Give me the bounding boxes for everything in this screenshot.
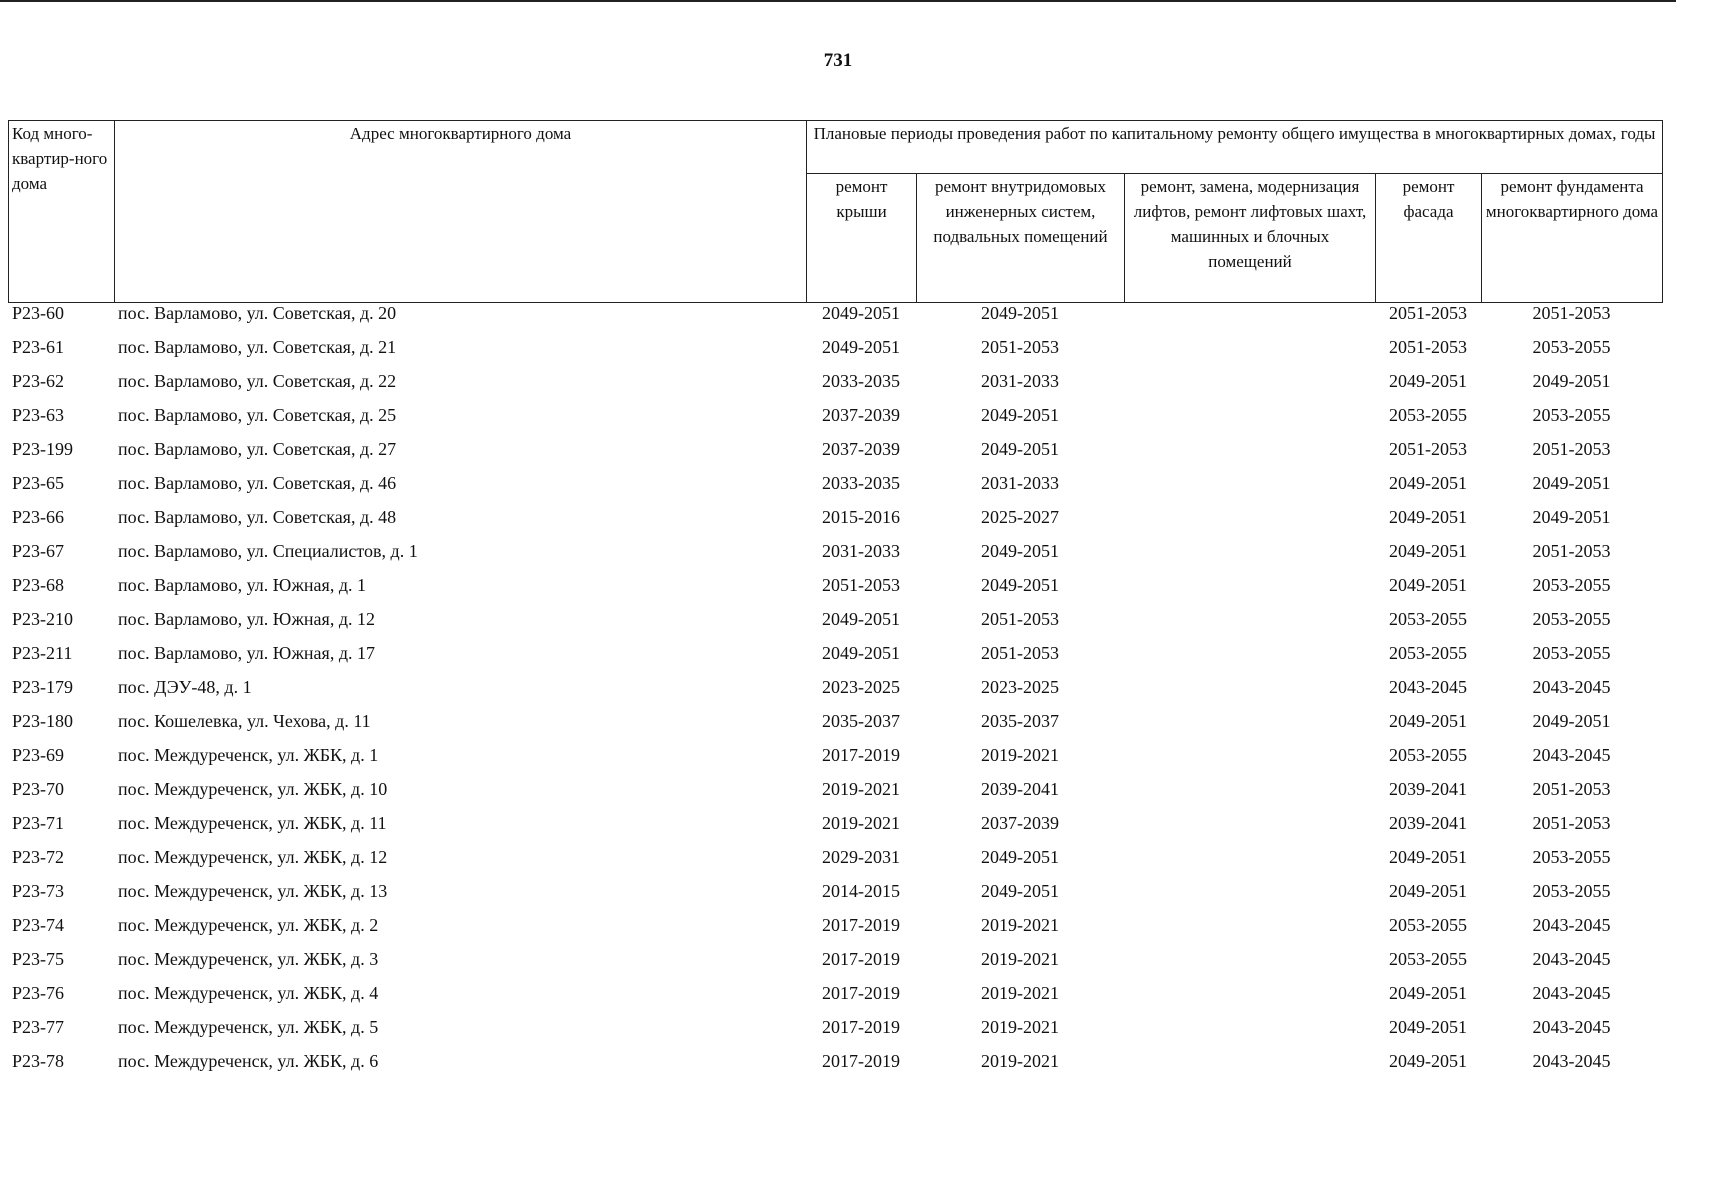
- cell-code: Р23-65: [12, 473, 65, 493]
- table-row: [8, 949, 1662, 983]
- cell-systems: 2039-2041: [981, 779, 1059, 799]
- cell-roof: 2049-2051: [822, 609, 900, 629]
- cell-facade: 2049-2051: [1389, 575, 1467, 595]
- cell-systems: 2025-2027: [981, 507, 1059, 527]
- cell-facade: 2049-2051: [1389, 881, 1467, 901]
- cell-elevators: [1124, 371, 1375, 405]
- cell-foundation: 2051-2053: [1532, 813, 1611, 833]
- cell-facade: 2039-2041: [1389, 779, 1467, 799]
- cell-systems: 2019-2021: [981, 983, 1059, 1003]
- cell-facade: 2051-2053: [1389, 337, 1467, 357]
- cell-elevators: [1124, 949, 1375, 983]
- cell-address: пос. Варламово, ул. Советская, д. 25: [118, 405, 397, 425]
- cell-foundation: 2043-2045: [1532, 677, 1611, 697]
- cell-foundation: 2053-2055: [1532, 847, 1611, 867]
- cell-code: Р23-71: [12, 813, 65, 833]
- cell-facade: 2049-2051: [1389, 983, 1467, 1003]
- cell-address: пос. Варламово, ул. Советская, д. 46: [118, 473, 397, 493]
- cell-systems: 2019-2021: [981, 915, 1059, 935]
- cell-address: пос. ДЭУ-48, д. 1: [118, 677, 252, 697]
- cell-code: Р23-66: [12, 507, 65, 527]
- table-row: [8, 745, 1662, 779]
- table-row: [8, 507, 1662, 541]
- cell-code: Р23-70: [12, 779, 65, 799]
- cell-elevators: [1124, 337, 1375, 371]
- cell-roof: 2017-2019: [822, 745, 900, 765]
- cell-code: Р23-73: [12, 881, 65, 901]
- table-row: [8, 677, 1662, 711]
- cell-address: пос. Междуреченск, ул. ЖБК, д. 11: [118, 813, 387, 833]
- cell-code: Р23-75: [12, 949, 65, 969]
- cell-roof: 2017-2019: [822, 1017, 900, 1037]
- cell-address: пос. Междуреченск, ул. ЖБК, д. 3: [118, 949, 379, 969]
- cell-facade: 2049-2051: [1389, 1051, 1467, 1071]
- cell-roof: 2051-2053: [822, 575, 900, 595]
- cell-systems: 2019-2021: [981, 949, 1059, 969]
- cell-code: Р23-78: [12, 1051, 65, 1071]
- header-address: Адрес многоквартирного дома: [115, 121, 807, 303]
- cell-foundation: 2049-2051: [1532, 711, 1611, 731]
- cell-roof: 2049-2051: [822, 303, 900, 323]
- cell-elevators: [1124, 643, 1375, 677]
- cell-facade: 2043-2045: [1389, 677, 1467, 697]
- cell-roof: 2029-2031: [822, 847, 900, 867]
- cell-roof: 2017-2019: [822, 915, 900, 935]
- cell-foundation: 2043-2045: [1532, 949, 1611, 969]
- table-row: [8, 575, 1662, 609]
- cell-code: Р23-62: [12, 371, 65, 391]
- cell-code: Р23-76: [12, 983, 65, 1003]
- cell-address: пос. Варламово, ул. Советская, д. 27: [118, 439, 397, 459]
- cell-code: Р23-180: [12, 711, 74, 731]
- cell-address: пос. Междуреченск, ул. ЖБК, д. 13: [118, 881, 388, 901]
- table-row: [8, 1017, 1662, 1051]
- cell-systems: 2031-2033: [981, 371, 1059, 391]
- cell-roof: 2014-2015: [822, 881, 900, 901]
- cell-facade: 2053-2055: [1389, 949, 1467, 969]
- cell-code: Р23-72: [12, 847, 65, 867]
- cell-systems: 2049-2051: [981, 575, 1059, 595]
- cell-code: Р23-210: [12, 609, 74, 629]
- cell-facade: 2053-2055: [1389, 643, 1467, 663]
- cell-facade: 2053-2055: [1389, 915, 1467, 935]
- cell-foundation: 2053-2055: [1532, 609, 1611, 629]
- cell-facade: 2049-2051: [1389, 847, 1467, 867]
- cell-systems: 2051-2053: [981, 609, 1059, 629]
- cell-roof: 2019-2021: [822, 779, 900, 799]
- table-body: [8, 303, 1662, 1085]
- table-row: [8, 473, 1662, 507]
- cell-systems: 2051-2053: [981, 337, 1059, 357]
- cell-address: пос. Междуреченск, ул. ЖБК, д. 12: [118, 847, 388, 867]
- cell-systems: 2037-2039: [981, 813, 1059, 833]
- cell-foundation: 2053-2055: [1532, 405, 1611, 425]
- cell-elevators: [1124, 1051, 1375, 1085]
- table-row: [8, 813, 1662, 847]
- cell-address: пос. Кошелевка, ул. Чехова, д. 11: [118, 711, 371, 731]
- cell-elevators: [1124, 677, 1375, 711]
- table-row: [8, 643, 1662, 677]
- cell-systems: 2049-2051: [981, 847, 1059, 867]
- cell-roof: 2049-2051: [822, 643, 900, 663]
- cell-elevators: [1124, 1017, 1375, 1051]
- cell-address: пос. Междуреченск, ул. ЖБК, д. 5: [118, 1017, 379, 1037]
- cell-address: пос. Варламово, ул. Южная, д. 1: [118, 575, 366, 595]
- table-row: [8, 439, 1662, 473]
- cell-systems: 2049-2051: [981, 303, 1059, 323]
- cell-elevators: [1124, 779, 1375, 813]
- cell-systems: 2051-2053: [981, 643, 1059, 663]
- cell-foundation: 2049-2051: [1532, 507, 1611, 527]
- cell-elevators: [1124, 847, 1375, 881]
- header-foundation: ремонт фундамента многоквартирного дома: [1482, 174, 1663, 303]
- cell-foundation: 2053-2055: [1532, 337, 1611, 357]
- table-row: [8, 779, 1662, 813]
- cell-address: пос. Междуреченск, ул. ЖБК, д. 2: [118, 915, 379, 935]
- cell-elevators: [1124, 473, 1375, 507]
- cell-address: пос. Варламово, ул. Советская, д. 21: [118, 337, 397, 357]
- cell-elevators: [1124, 813, 1375, 847]
- cell-foundation: 2051-2053: [1532, 303, 1611, 323]
- table-row: [8, 609, 1662, 643]
- cell-elevators: [1124, 881, 1375, 915]
- cell-foundation: 2053-2055: [1532, 881, 1611, 901]
- cell-roof: 2017-2019: [822, 949, 900, 969]
- cell-code: Р23-61: [12, 337, 65, 357]
- table-row: [8, 915, 1662, 949]
- cell-facade: 2049-2051: [1389, 371, 1467, 391]
- cell-address: пос. Варламово, ул. Советская, д. 20: [118, 303, 397, 323]
- cell-code: Р23-68: [12, 575, 65, 595]
- cell-address: пос. Варламово, ул. Советская, д. 22: [118, 371, 397, 391]
- cell-foundation: 2053-2055: [1532, 575, 1611, 595]
- table-header: [8, 120, 1663, 303]
- cell-code: Р23-69: [12, 745, 65, 765]
- cell-roof: 2033-2035: [822, 371, 900, 391]
- cell-foundation: 2053-2055: [1532, 643, 1611, 663]
- cell-elevators: [1124, 915, 1375, 949]
- cell-elevators: [1124, 983, 1375, 1017]
- cell-code: Р23-199: [12, 439, 74, 459]
- table-row: [8, 1051, 1662, 1085]
- table-row: [8, 711, 1662, 745]
- cell-foundation: 2043-2045: [1532, 1051, 1611, 1071]
- cell-code: Р23-67: [12, 541, 65, 561]
- cell-systems: 2049-2051: [981, 541, 1059, 561]
- cell-systems: 2049-2051: [981, 881, 1059, 901]
- cell-address: пос. Междуреченск, ул. ЖБК, д. 4: [118, 983, 379, 1003]
- cell-facade: 2053-2055: [1389, 745, 1467, 765]
- header-facade: ремонт фасада: [1376, 174, 1482, 303]
- cell-code: Р23-211: [12, 643, 73, 663]
- cell-elevators: [1124, 575, 1375, 609]
- cell-systems: 2035-2037: [981, 711, 1059, 731]
- cell-facade: 2053-2055: [1389, 405, 1467, 425]
- cell-roof: 2017-2019: [822, 983, 900, 1003]
- cell-foundation: 2043-2045: [1532, 745, 1611, 765]
- cell-roof: 2035-2037: [822, 711, 900, 731]
- cell-systems: 2019-2021: [981, 1051, 1059, 1071]
- cell-elevators: [1124, 541, 1375, 575]
- cell-foundation: 2051-2053: [1532, 779, 1611, 799]
- cell-foundation: 2049-2051: [1532, 473, 1611, 493]
- cell-code: Р23-74: [12, 915, 65, 935]
- cell-roof: 2031-2033: [822, 541, 900, 561]
- cell-foundation: 2043-2045: [1532, 915, 1611, 935]
- cell-address: пос. Варламово, ул. Советская, д. 48: [118, 507, 397, 527]
- cell-elevators: [1124, 405, 1375, 439]
- cell-foundation: 2043-2045: [1532, 1017, 1611, 1037]
- cell-roof: 2033-2035: [822, 473, 900, 493]
- cell-code: Р23-63: [12, 405, 65, 425]
- cell-address: пос. Варламово, ул. Специалистов, д. 1: [118, 541, 418, 561]
- table-row: [8, 541, 1662, 575]
- cell-elevators: [1124, 711, 1375, 745]
- cell-roof: 2017-2019: [822, 1051, 900, 1071]
- table-row: [8, 881, 1662, 915]
- cell-roof: 2019-2021: [822, 813, 900, 833]
- cell-elevators: [1124, 439, 1375, 473]
- cell-foundation: 2043-2045: [1532, 983, 1611, 1003]
- cell-code: Р23-60: [12, 303, 65, 323]
- cell-facade: 2051-2053: [1389, 439, 1467, 459]
- cell-address: пос. Варламово, ул. Южная, д. 12: [118, 609, 375, 629]
- cell-facade: 2051-2053: [1389, 303, 1467, 323]
- cell-systems: 2023-2025: [981, 677, 1059, 697]
- cell-address: пос. Варламово, ул. Южная, д. 17: [118, 643, 375, 663]
- table-row: [8, 847, 1662, 881]
- cell-elevators: [1124, 609, 1375, 643]
- cell-address: пос. Междуреченск, ул. ЖБК, д. 10: [118, 779, 388, 799]
- cell-facade: 2049-2051: [1389, 1017, 1467, 1037]
- table-row: [8, 405, 1662, 439]
- header-elevators: ремонт, замена, модернизация лифтов, ремонт лифтовых шахт, машинных и блочных помещений: [1125, 174, 1376, 303]
- header-code: Код много-квартир-ного дома: [9, 121, 115, 303]
- cell-address: пос. Междуреченск, ул. ЖБК, д. 1: [118, 745, 379, 765]
- cell-roof: 2037-2039: [822, 405, 900, 425]
- table-row: [8, 983, 1662, 1017]
- cell-facade: 2039-2041: [1389, 813, 1467, 833]
- top-rule: [0, 0, 1676, 2]
- cell-facade: 2049-2051: [1389, 473, 1467, 493]
- cell-systems: 2031-2033: [981, 473, 1059, 493]
- cell-systems: 2019-2021: [981, 745, 1059, 765]
- cell-elevators: [1124, 303, 1375, 337]
- page-number: 731: [823, 50, 853, 71]
- cell-code: Р23-179: [12, 677, 74, 697]
- cell-address: пос. Междуреченск, ул. ЖБК, д. 6: [118, 1051, 379, 1071]
- cell-roof: 2023-2025: [822, 677, 900, 697]
- cell-roof: 2037-2039: [822, 439, 900, 459]
- cell-elevators: [1124, 745, 1375, 779]
- cell-facade: 2049-2051: [1389, 507, 1467, 527]
- cell-systems: 2019-2021: [981, 1017, 1059, 1037]
- cell-systems: 2049-2051: [981, 405, 1059, 425]
- cell-code: Р23-77: [12, 1017, 65, 1037]
- header-group: Плановые периоды проведения работ по капитальному ремонту общего имущества в многоквартирных домах, годы: [807, 121, 1663, 174]
- header-systems: ремонт внутридомовых инженерных систем, подвальных помещений: [917, 174, 1125, 303]
- cell-roof: 2015-2016: [822, 507, 900, 527]
- cell-systems: 2049-2051: [981, 439, 1059, 459]
- header-roof: ремонт крыши: [807, 174, 917, 303]
- cell-roof: 2049-2051: [822, 337, 900, 357]
- table-row: [8, 303, 1662, 337]
- table-row: [8, 337, 1662, 371]
- cell-foundation: 2049-2051: [1532, 371, 1611, 391]
- cell-foundation: 2051-2053: [1532, 541, 1611, 561]
- cell-facade: 2053-2055: [1389, 609, 1467, 629]
- cell-facade: 2049-2051: [1389, 541, 1467, 561]
- cell-elevators: [1124, 507, 1375, 541]
- cell-foundation: 2051-2053: [1532, 439, 1611, 459]
- cell-facade: 2049-2051: [1389, 711, 1467, 731]
- table-row: [8, 371, 1662, 405]
